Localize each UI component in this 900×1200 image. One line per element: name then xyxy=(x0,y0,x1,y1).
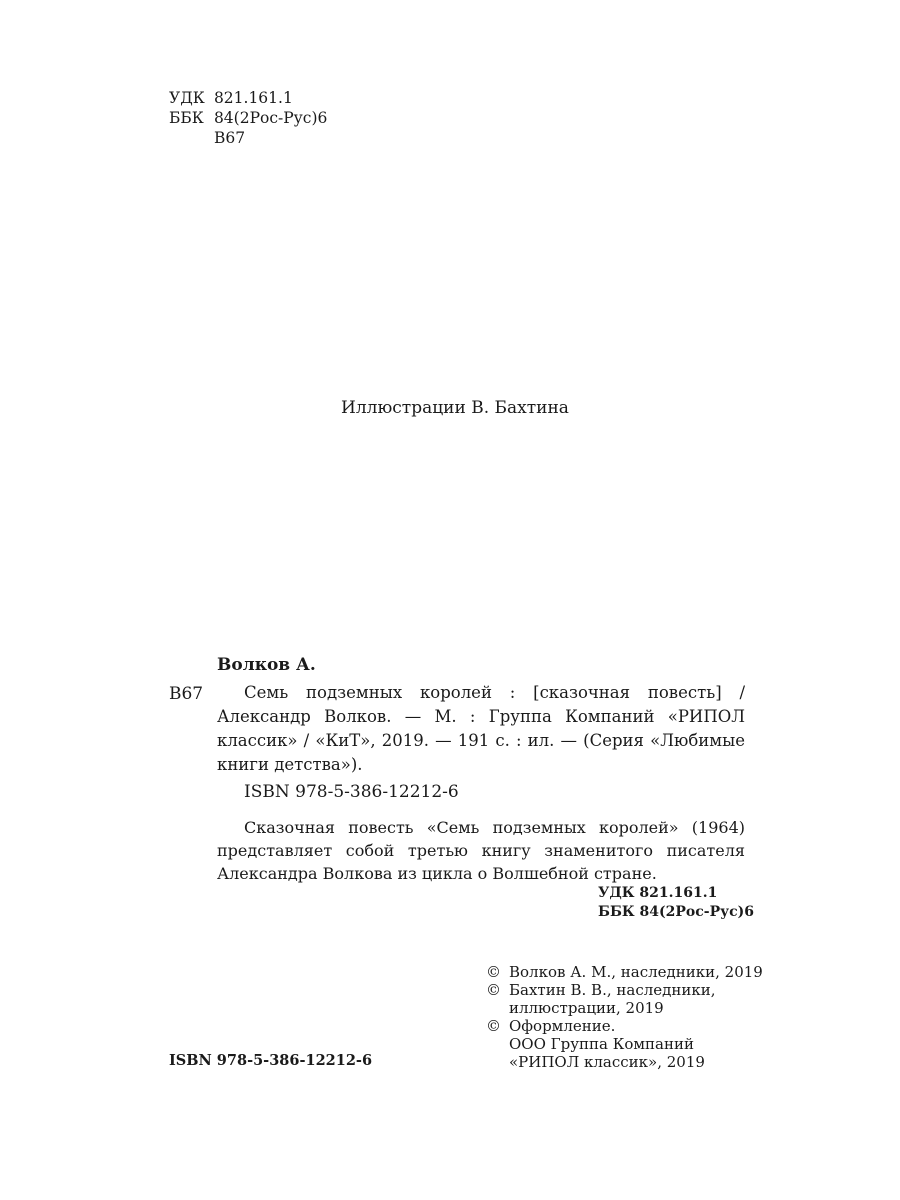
illustrations-credit: Иллюстрации В. Бахтина xyxy=(341,398,569,418)
copyright-design xyxy=(486,1017,763,1071)
card-udk: УДК 821.161.1 xyxy=(598,885,718,901)
copyright-line: Бахтин В. В., наследники, xyxy=(509,981,716,999)
card-author-sign: В67 xyxy=(169,684,204,704)
copyright-line: иллюстрации, 2019 xyxy=(509,999,664,1017)
copyright-line: Оформление. xyxy=(509,1017,616,1035)
author-sign: В67 xyxy=(213,129,246,147)
copyright-illustrator xyxy=(486,981,763,1017)
isbn-bottom: ISBN 978-5-386-12212-6 xyxy=(169,1052,373,1069)
copyright-line: ООО Группа Компаний xyxy=(509,1035,694,1053)
author-heading: Волков А. xyxy=(217,655,316,675)
copyright-author xyxy=(486,963,763,981)
author-sign-row xyxy=(169,128,327,148)
bbk-row xyxy=(169,108,327,128)
classification-block xyxy=(169,88,327,148)
bbk-label: ББК xyxy=(169,109,204,127)
annotation: Сказочная повесть «Семь подземных королей» (1964) представляет собой третью книгу знаменитого писателя Александра Волкова из цикла о Волшебной стране. xyxy=(217,818,745,883)
bbk-value: 84(2Рос-Рус)6 xyxy=(213,109,328,127)
copyright-block xyxy=(486,963,763,1071)
copyright-line: «РИПОЛ классик», 2019 xyxy=(509,1053,705,1071)
udk-label: УДК xyxy=(169,89,205,107)
card-bbk: ББК 84(2Рос-Рус)6 xyxy=(598,904,754,920)
copyright-symbol: © xyxy=(486,1017,501,1035)
copyright-line: Волков А. М., наследники, 2019 xyxy=(509,963,763,981)
card-classification-codes xyxy=(598,884,754,922)
bibliographic-description: Семь подземных королей : [сказочная повесть] / Александр Волков. — М. : Группа Компаний «РИПОЛ классик» / «КиТ», 2019. — 191 с. : ил. — (Серия «Любимые книги детства»). xyxy=(217,683,745,774)
card-isbn: ISBN 978-5-386-12212-6 xyxy=(244,782,459,802)
udk-row xyxy=(169,88,327,108)
copyright-symbol: © xyxy=(486,963,501,981)
udk-value: 821.161.1 xyxy=(213,89,293,107)
copyright-symbol: © xyxy=(486,981,501,999)
